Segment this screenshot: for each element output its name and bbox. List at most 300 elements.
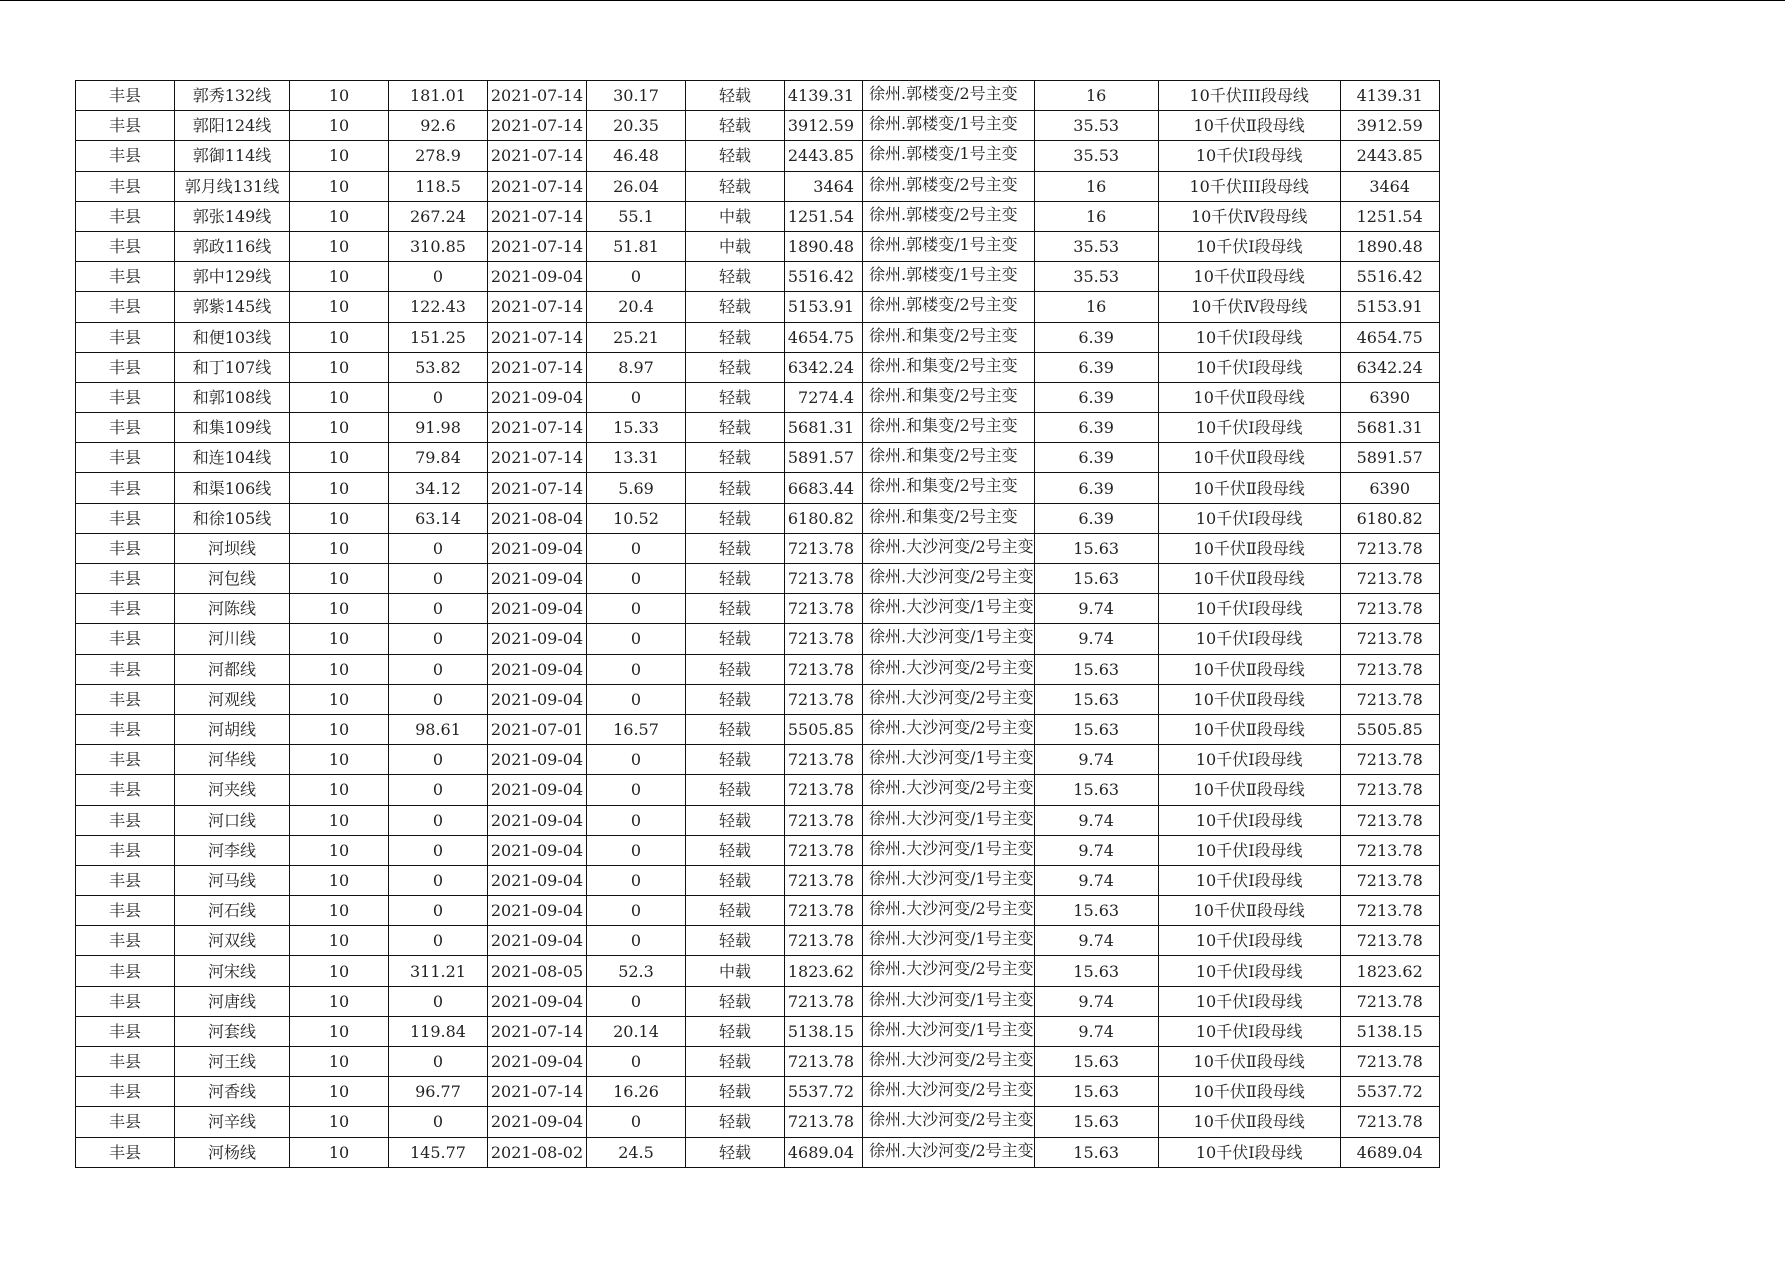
substation-text: 徐州.大沙河变/1号主变 — [869, 989, 1034, 1009]
table-row — [76, 956, 1440, 986]
remaining-capacity-cell: 7213.78 — [1340, 805, 1439, 835]
voltage-cell: 10 — [290, 473, 389, 503]
transformer-rate-cell: 15.63 — [1034, 714, 1158, 744]
load-cell: 96.77 — [389, 1077, 488, 1107]
bus-section-cell: 10千伏Ⅱ段母线 — [1158, 533, 1340, 563]
bus-section-cell: 10千伏Ⅱ段母线 — [1158, 564, 1340, 594]
load-rate-cell: 55.1 — [587, 201, 686, 231]
table-row — [76, 503, 1440, 533]
available-capacity-cell: 4654.75 — [785, 322, 863, 352]
voltage-cell: 10 — [290, 1107, 389, 1137]
load-cell: 53.82 — [389, 352, 488, 382]
bus-section-cell: 10千伏Ⅱ段母线 — [1158, 1077, 1340, 1107]
line-name-cell: 河坝线 — [175, 533, 290, 563]
bus-section-cell: 10千伏Ⅰ段母线 — [1158, 956, 1340, 986]
available-capacity-cell: 6180.82 — [785, 503, 863, 533]
transformer-rate-cell: 15.63 — [1034, 1107, 1158, 1137]
line-name-cell: 河香线 — [175, 1077, 290, 1107]
date-cell: 2021-09-04 — [488, 926, 587, 956]
transformer-rate-cell: 15.63 — [1034, 956, 1158, 986]
substation-cell — [863, 292, 1035, 322]
line-name-cell: 郭月线131线 — [175, 171, 290, 201]
substation-cell — [863, 473, 1035, 503]
table-row — [76, 171, 1440, 201]
substation-cell — [863, 745, 1035, 775]
remaining-capacity-cell: 7213.78 — [1340, 775, 1439, 805]
available-capacity-cell: 5505.85 — [785, 714, 863, 744]
date-cell: 2021-07-14 — [488, 81, 587, 111]
table-row — [76, 382, 1440, 412]
date-cell: 2021-09-04 — [488, 1107, 587, 1137]
county-cell: 丰县 — [76, 594, 175, 624]
substation-cell — [863, 201, 1035, 231]
substation-cell — [863, 714, 1035, 744]
load-status-cell: 轻载 — [686, 865, 785, 895]
table-row — [76, 896, 1440, 926]
date-cell: 2021-08-04 — [488, 503, 587, 533]
county-cell: 丰县 — [76, 775, 175, 805]
substation-text: 徐州.大沙河变/2号主变 — [869, 1080, 1034, 1100]
line-name-cell: 河陈线 — [175, 594, 290, 624]
bus-section-cell: 10千伏Ⅰ段母线 — [1158, 986, 1340, 1016]
available-capacity-cell: 6342.24 — [785, 352, 863, 382]
substation-cell — [863, 1107, 1035, 1137]
available-capacity-cell: 7213.78 — [785, 684, 863, 714]
date-cell: 2021-07-14 — [488, 1077, 587, 1107]
date-cell: 2021-07-01 — [488, 714, 587, 744]
remaining-capacity-cell: 5537.72 — [1340, 1077, 1439, 1107]
line-name-cell: 河夹线 — [175, 775, 290, 805]
table-row — [76, 322, 1440, 352]
load-cell: 92.6 — [389, 111, 488, 141]
substation-cell — [863, 775, 1035, 805]
line-name-cell: 河杨线 — [175, 1137, 290, 1167]
substation-text: 徐州.大沙河变/1号主变 — [869, 597, 1034, 617]
table-row — [76, 292, 1440, 322]
load-rate-cell: 20.4 — [587, 292, 686, 322]
transformer-rate-cell: 15.63 — [1034, 1077, 1158, 1107]
load-status-cell: 轻载 — [686, 533, 785, 563]
load-cell: 0 — [389, 1047, 488, 1077]
load-status-cell: 轻载 — [686, 624, 785, 654]
transformer-rate-cell: 15.63 — [1034, 1047, 1158, 1077]
date-cell: 2021-07-14 — [488, 322, 587, 352]
county-cell: 丰县 — [76, 352, 175, 382]
substation-cell — [863, 896, 1035, 926]
date-cell: 2021-07-14 — [488, 111, 587, 141]
substation-cell — [863, 1016, 1035, 1046]
substation-text: 徐州.和集变/2号主变 — [869, 416, 1018, 436]
remaining-capacity-cell: 7213.78 — [1340, 986, 1439, 1016]
voltage-cell: 10 — [290, 926, 389, 956]
bus-section-cell: 10千伏Ⅱ段母线 — [1158, 896, 1340, 926]
date-cell: 2021-09-04 — [488, 745, 587, 775]
load-cell: 181.01 — [389, 81, 488, 111]
available-capacity-cell: 5138.15 — [785, 1016, 863, 1046]
bus-section-cell: 10千伏Ⅱ段母线 — [1158, 684, 1340, 714]
date-cell: 2021-07-14 — [488, 352, 587, 382]
transformer-rate-cell: 35.53 — [1034, 141, 1158, 171]
available-capacity-cell: 7213.78 — [785, 805, 863, 835]
substation-cell — [863, 262, 1035, 292]
table-row — [76, 926, 1440, 956]
load-cell: 0 — [389, 865, 488, 895]
line-name-cell: 河宋线 — [175, 956, 290, 986]
load-cell: 122.43 — [389, 292, 488, 322]
transformer-rate-cell: 15.63 — [1034, 684, 1158, 714]
bus-section-cell: 10千伏Ⅰ段母线 — [1158, 926, 1340, 956]
county-cell: 丰县 — [76, 805, 175, 835]
transformer-rate-cell: 15.63 — [1034, 564, 1158, 594]
available-capacity-cell: 7213.78 — [785, 865, 863, 895]
transformer-rate-cell: 9.74 — [1034, 865, 1158, 895]
line-name-cell: 河胡线 — [175, 714, 290, 744]
load-cell: 0 — [389, 1107, 488, 1137]
table-row — [76, 865, 1440, 895]
bus-section-cell: 10千伏Ⅱ段母线 — [1158, 262, 1340, 292]
load-cell: 0 — [389, 745, 488, 775]
remaining-capacity-cell: 1251.54 — [1340, 201, 1439, 231]
substation-cell — [863, 986, 1035, 1016]
transformer-rate-cell: 9.74 — [1034, 805, 1158, 835]
county-cell: 丰县 — [76, 986, 175, 1016]
remaining-capacity-cell: 7213.78 — [1340, 745, 1439, 775]
load-status-cell: 轻载 — [686, 322, 785, 352]
line-name-cell: 郭张149线 — [175, 201, 290, 231]
line-name-cell: 郭御114线 — [175, 141, 290, 171]
substation-text: 徐州.大沙河变/2号主变 — [869, 717, 1034, 737]
load-rate-cell: 52.3 — [587, 956, 686, 986]
load-status-cell: 轻载 — [686, 503, 785, 533]
load-rate-cell: 5.69 — [587, 473, 686, 503]
substation-cell — [863, 1137, 1035, 1167]
available-capacity-cell: 7213.78 — [785, 986, 863, 1016]
substation-text: 徐州.大沙河变/1号主变 — [869, 929, 1034, 949]
load-status-cell: 轻载 — [686, 262, 785, 292]
remaining-capacity-cell: 5681.31 — [1340, 413, 1439, 443]
load-cell: 34.12 — [389, 473, 488, 503]
substation-text: 徐州.大沙河变/2号主变 — [869, 567, 1034, 586]
substation-text: 徐州.大沙河变/1号主变 — [869, 748, 1034, 768]
line-name-cell: 郭中129线 — [175, 262, 290, 292]
load-rate-cell: 10.52 — [587, 503, 686, 533]
date-cell: 2021-09-04 — [488, 564, 587, 594]
transformer-rate-cell: 35.53 — [1034, 262, 1158, 292]
available-capacity-cell: 5153.91 — [785, 292, 863, 322]
load-cell: 267.24 — [389, 201, 488, 231]
transformer-rate-cell: 35.53 — [1034, 111, 1158, 141]
line-name-cell: 和便103线 — [175, 322, 290, 352]
load-cell: 0 — [389, 805, 488, 835]
bus-section-cell: 10千伏Ⅰ段母线 — [1158, 624, 1340, 654]
load-status-cell: 轻载 — [686, 986, 785, 1016]
substation-text: 徐州.郭楼变/1号主变 — [869, 144, 1018, 164]
available-capacity-cell: 7213.78 — [785, 624, 863, 654]
substation-text: 徐州.郭楼变/2号主变 — [869, 84, 1018, 103]
county-cell: 丰县 — [76, 413, 175, 443]
remaining-capacity-cell: 7213.78 — [1340, 926, 1439, 956]
remaining-capacity-cell: 3464 — [1340, 171, 1439, 201]
load-rate-cell: 16.26 — [587, 1077, 686, 1107]
bus-section-cell: 10千伏Ⅰ段母线 — [1158, 413, 1340, 443]
load-status-cell: 轻载 — [686, 352, 785, 382]
remaining-capacity-cell: 7213.78 — [1340, 1047, 1439, 1077]
transformer-rate-cell: 15.63 — [1034, 775, 1158, 805]
load-rate-cell: 25.21 — [587, 322, 686, 352]
load-rate-cell: 0 — [587, 926, 686, 956]
substation-cell — [863, 231, 1035, 261]
bus-section-cell: 10千伏III段母线 — [1158, 171, 1340, 201]
table-row — [76, 1016, 1440, 1046]
remaining-capacity-cell: 6342.24 — [1340, 352, 1439, 382]
transformer-rate-cell: 15.63 — [1034, 654, 1158, 684]
line-name-cell: 河包线 — [175, 564, 290, 594]
transformer-rate-cell: 9.74 — [1034, 594, 1158, 624]
bus-section-cell: 10千伏Ⅱ段母线 — [1158, 443, 1340, 473]
remaining-capacity-cell: 1823.62 — [1340, 956, 1439, 986]
county-cell: 丰县 — [76, 171, 175, 201]
line-name-cell: 河观线 — [175, 684, 290, 714]
voltage-cell: 10 — [290, 413, 389, 443]
voltage-cell: 10 — [290, 262, 389, 292]
date-cell: 2021-09-04 — [488, 865, 587, 895]
load-cell: 0 — [389, 986, 488, 1016]
voltage-cell: 10 — [290, 896, 389, 926]
bus-section-cell: 10千伏Ⅱ段母线 — [1158, 111, 1340, 141]
substation-text: 徐州.和集变/2号主变 — [869, 385, 1018, 405]
transformer-rate-cell: 6.39 — [1034, 473, 1158, 503]
load-rate-cell: 51.81 — [587, 231, 686, 261]
load-cell: 151.25 — [389, 322, 488, 352]
available-capacity-cell: 4139.31 — [785, 81, 863, 111]
line-name-cell: 河石线 — [175, 896, 290, 926]
table-row — [76, 564, 1440, 594]
remaining-capacity-cell: 7213.78 — [1340, 654, 1439, 684]
date-cell: 2021-07-14 — [488, 141, 587, 171]
voltage-cell: 10 — [290, 654, 389, 684]
substation-cell — [863, 413, 1035, 443]
date-cell: 2021-08-02 — [488, 1137, 587, 1167]
load-cell: 118.5 — [389, 171, 488, 201]
load-rate-cell: 46.48 — [587, 141, 686, 171]
voltage-cell: 10 — [290, 1016, 389, 1046]
voltage-cell: 10 — [290, 533, 389, 563]
load-status-cell: 轻载 — [686, 111, 785, 141]
line-name-cell: 郭紫145线 — [175, 292, 290, 322]
substation-text: 徐州.大沙河变/2号主变 — [869, 536, 1034, 556]
available-capacity-cell: 5516.42 — [785, 262, 863, 292]
substation-cell — [863, 805, 1035, 835]
transformer-rate-cell: 16 — [1034, 292, 1158, 322]
county-cell: 丰县 — [76, 896, 175, 926]
load-status-cell: 轻载 — [686, 141, 785, 171]
substation-text: 徐州.和集变/2号主变 — [869, 446, 1018, 466]
line-name-cell: 郭秀132线 — [175, 81, 290, 111]
load-cell: 79.84 — [389, 443, 488, 473]
line-name-cell: 河套线 — [175, 1016, 290, 1046]
remaining-capacity-cell: 7213.78 — [1340, 1107, 1439, 1137]
table-row — [76, 262, 1440, 292]
available-capacity-cell: 5537.72 — [785, 1077, 863, 1107]
transformer-rate-cell: 16 — [1034, 201, 1158, 231]
county-cell: 丰县 — [76, 1077, 175, 1107]
voltage-cell: 10 — [290, 594, 389, 624]
line-name-cell: 和连104线 — [175, 443, 290, 473]
load-rate-cell: 0 — [587, 382, 686, 412]
transformer-rate-cell: 6.39 — [1034, 503, 1158, 533]
load-rate-cell: 26.04 — [587, 171, 686, 201]
load-rate-cell: 0 — [587, 835, 686, 865]
substation-cell — [863, 81, 1035, 111]
load-status-cell: 轻载 — [686, 745, 785, 775]
substation-cell — [863, 835, 1035, 865]
line-name-cell: 河都线 — [175, 654, 290, 684]
county-cell: 丰县 — [76, 1137, 175, 1167]
county-cell: 丰县 — [76, 865, 175, 895]
county-cell: 丰县 — [76, 473, 175, 503]
available-capacity-cell: 5891.57 — [785, 443, 863, 473]
line-name-cell: 和集109线 — [175, 413, 290, 443]
substation-cell — [863, 624, 1035, 654]
date-cell: 2021-08-05 — [488, 956, 587, 986]
transformer-rate-cell: 16 — [1034, 81, 1158, 111]
load-status-cell: 轻载 — [686, 775, 785, 805]
load-rate-cell: 0 — [587, 1107, 686, 1137]
remaining-capacity-cell: 7213.78 — [1340, 896, 1439, 926]
county-cell: 丰县 — [76, 956, 175, 986]
load-cell: 0 — [389, 654, 488, 684]
substation-text: 徐州.大沙河变/2号主变 — [869, 899, 1034, 919]
line-name-cell: 河王线 — [175, 1047, 290, 1077]
transformer-rate-cell: 35.53 — [1034, 231, 1158, 261]
county-cell: 丰县 — [76, 1107, 175, 1137]
remaining-capacity-cell: 4654.75 — [1340, 322, 1439, 352]
load-status-cell: 轻载 — [686, 81, 785, 111]
county-cell: 丰县 — [76, 714, 175, 744]
load-status-cell: 轻载 — [686, 684, 785, 714]
county-cell: 丰县 — [76, 684, 175, 714]
line-name-cell: 河李线 — [175, 835, 290, 865]
load-cell: 63.14 — [389, 503, 488, 533]
transformer-rate-cell: 15.63 — [1034, 1137, 1158, 1167]
date-cell: 2021-07-14 — [488, 1016, 587, 1046]
substation-cell — [863, 564, 1035, 594]
remaining-capacity-cell: 2443.85 — [1340, 141, 1439, 171]
substation-cell — [863, 1077, 1035, 1107]
bus-section-cell: 10千伏Ⅰ段母线 — [1158, 352, 1340, 382]
substation-text: 徐州.和集变/2号主变 — [869, 325, 1018, 345]
available-capacity-cell: 7213.78 — [785, 926, 863, 956]
load-status-cell: 轻载 — [686, 443, 785, 473]
substation-text: 徐州.郭楼变/1号主变 — [869, 265, 1018, 285]
load-status-cell: 轻载 — [686, 292, 785, 322]
transformer-rate-cell: 6.39 — [1034, 382, 1158, 412]
voltage-cell: 10 — [290, 1047, 389, 1077]
available-capacity-cell: 1251.54 — [785, 201, 863, 231]
substation-cell — [863, 443, 1035, 473]
load-status-cell: 轻载 — [686, 594, 785, 624]
substation-text: 徐州.大沙河变/2号主变 — [869, 687, 1034, 707]
load-rate-cell: 0 — [587, 654, 686, 684]
load-rate-cell: 20.35 — [587, 111, 686, 141]
line-name-cell: 河辛线 — [175, 1107, 290, 1137]
substation-text: 徐州.和集变/2号主变 — [869, 355, 1018, 375]
table-row — [76, 473, 1440, 503]
transformer-rate-cell: 9.74 — [1034, 745, 1158, 775]
county-cell: 丰县 — [76, 654, 175, 684]
transformer-rate-cell: 15.63 — [1034, 533, 1158, 563]
table-row — [76, 141, 1440, 171]
remaining-capacity-cell: 5153.91 — [1340, 292, 1439, 322]
remaining-capacity-cell: 1890.48 — [1340, 231, 1439, 261]
substation-text: 徐州.大沙河变/1号主变 — [869, 1019, 1034, 1039]
load-cell: 278.9 — [389, 141, 488, 171]
load-status-cell: 轻载 — [686, 1047, 785, 1077]
substation-cell — [863, 926, 1035, 956]
table-row — [76, 1137, 1440, 1167]
substation-cell — [863, 956, 1035, 986]
substation-cell — [863, 1047, 1035, 1077]
available-capacity-cell: 1890.48 — [785, 231, 863, 261]
substation-text: 徐州.大沙河变/1号主变 — [869, 808, 1034, 828]
available-capacity-cell: 1823.62 — [785, 956, 863, 986]
load-cell: 0 — [389, 262, 488, 292]
available-capacity-cell: 7213.78 — [785, 564, 863, 594]
table-row — [76, 1077, 1440, 1107]
bus-section-cell: 10千伏Ⅰ段母线 — [1158, 805, 1340, 835]
substation-text: 徐州.和集变/2号主变 — [869, 476, 1018, 496]
bus-section-cell: 10千伏Ⅱ段母线 — [1158, 714, 1340, 744]
available-capacity-cell: 7213.78 — [785, 1047, 863, 1077]
transformer-rate-cell: 16 — [1034, 171, 1158, 201]
bus-section-cell: 10千伏Ⅰ段母线 — [1158, 1016, 1340, 1046]
remaining-capacity-cell: 4689.04 — [1340, 1137, 1439, 1167]
load-status-cell: 轻载 — [686, 896, 785, 926]
date-cell: 2021-09-04 — [488, 654, 587, 684]
substation-cell — [863, 141, 1035, 171]
voltage-cell: 10 — [290, 624, 389, 654]
voltage-cell: 10 — [290, 956, 389, 986]
substation-cell — [863, 533, 1035, 563]
bus-section-cell: 10千伏Ⅰ段母线 — [1158, 835, 1340, 865]
load-rate-cell: 0 — [587, 865, 686, 895]
date-cell: 2021-07-14 — [488, 413, 587, 443]
transformer-rate-cell: 9.74 — [1034, 1016, 1158, 1046]
load-status-cell: 轻载 — [686, 171, 785, 201]
table-row — [76, 533, 1440, 563]
load-cell: 0 — [389, 775, 488, 805]
load-cell: 98.61 — [389, 714, 488, 744]
available-capacity-cell: 3912.59 — [785, 111, 863, 141]
line-name-cell: 河唐线 — [175, 986, 290, 1016]
load-cell: 0 — [389, 835, 488, 865]
table-row — [76, 684, 1440, 714]
load-rate-cell: 8.97 — [587, 352, 686, 382]
load-cell: 119.84 — [389, 1016, 488, 1046]
substation-cell — [863, 171, 1035, 201]
substation-text: 徐州.郭楼变/1号主变 — [869, 114, 1018, 134]
load-status-cell: 轻载 — [686, 473, 785, 503]
county-cell: 丰县 — [76, 533, 175, 563]
county-cell: 丰县 — [76, 231, 175, 261]
bus-section-cell: 10千伏Ⅰ段母线 — [1158, 231, 1340, 261]
voltage-cell: 10 — [290, 745, 389, 775]
remaining-capacity-cell: 7213.78 — [1340, 564, 1439, 594]
load-cell: 310.85 — [389, 231, 488, 261]
load-rate-cell: 0 — [587, 624, 686, 654]
voltage-cell: 10 — [290, 322, 389, 352]
voltage-cell: 10 — [290, 865, 389, 895]
